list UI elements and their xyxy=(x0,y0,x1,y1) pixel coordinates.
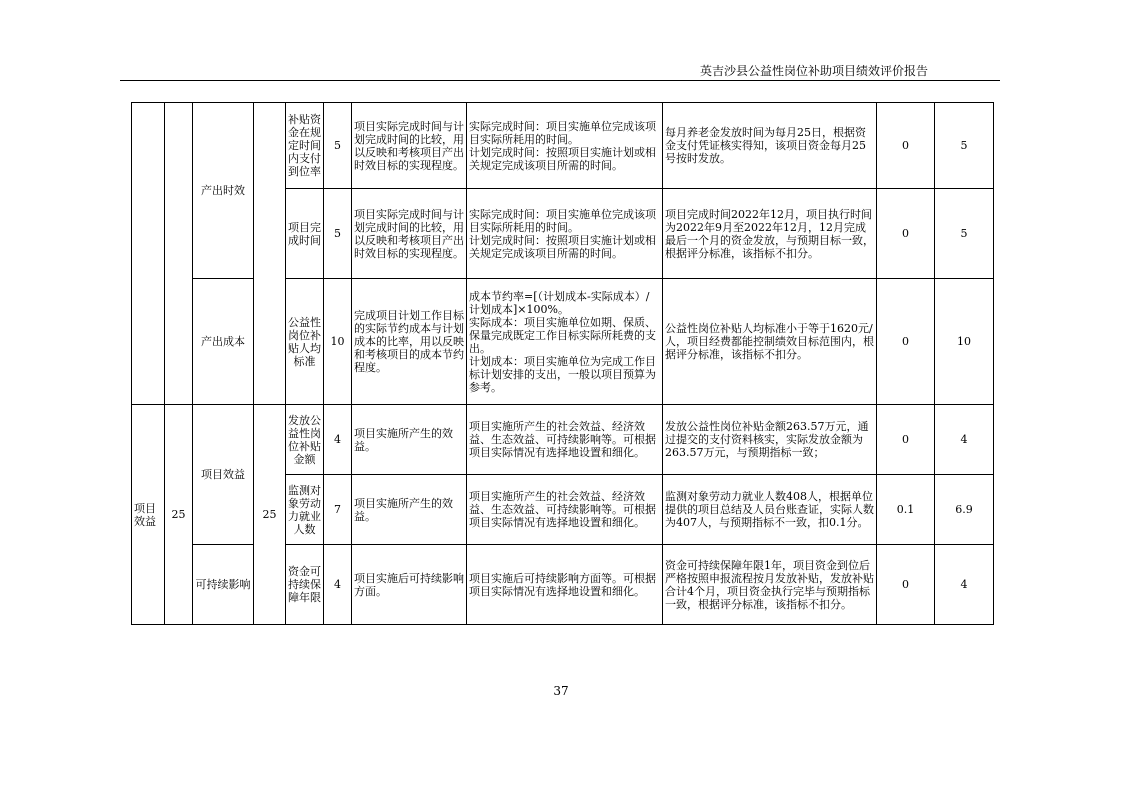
scoring-standard: 项目实施所产生的社会效益、经济效益、生态效益、可持续影响等。可根据项目实际情况有选择地设置和细化。 xyxy=(467,405,663,475)
deducted-points: 0.1 xyxy=(877,475,935,545)
l3-indicator: 发放公益性岗位补贴金额 xyxy=(286,405,324,475)
scoring-standard: 成本节约率=[（计划成本-实际成本）/计划成本]×100%。 实际成本：项目实施单位如期、保质、保量完成既定工作目标实际所耗费的支出。 计划成本：项目实施单位为完成工作目标计划安排的支出，一般以项目预算为参考。 xyxy=(467,279,663,405)
l3-indicator: 项目完成时间 xyxy=(286,189,324,279)
score-analysis: 监测对象劳动力就业人数408人，根据单位提供的项目总结及人员台账查证，实际人数为407人，与预期指标不一致，扣0.1分。 xyxy=(663,475,877,545)
indicator-weight: 5 xyxy=(324,103,352,189)
score-analysis: 资金可持续保障年限1年，项目资金到位后严格按照申报流程按月发放补贴，发放补贴合计4个月，项目资金执行完毕与预期指标一致，根据评分标准，该指标不扣分。 xyxy=(663,545,877,625)
l2-indicator: 可持续影响 xyxy=(193,545,254,625)
l2-weight: 25 xyxy=(254,405,286,625)
score-analysis: 每月养老金发放时间为每月25日，根据资金支付凭证核实得知，该项目资金每月25号按时发放。 xyxy=(663,103,877,189)
l2-indicator: 项目效益 xyxy=(193,405,254,545)
l1-indicator: 项目效益 xyxy=(132,405,165,625)
indicator-explanation: 项目实施所产生的效益。 xyxy=(352,475,467,545)
l2-weight-cell-empty xyxy=(254,103,286,405)
page-number: 37 xyxy=(553,684,569,698)
l3-indicator: 资金可持续保障年限 xyxy=(286,545,324,625)
table-row xyxy=(132,405,994,475)
indicator-weight: 5 xyxy=(324,189,352,279)
score-analysis: 项目完成时间2022年12月，项目执行时间为2022年9月至2022年12月，12月完成最后一个月的资金发放，与预期目标一致，根据评分标准，该指标不扣分。 xyxy=(663,189,877,279)
indicator-explanation: 项目实施后可持续影响方面。 xyxy=(352,545,467,625)
score: 4 xyxy=(935,405,994,475)
l2-indicator: 产出成本 xyxy=(193,279,254,405)
indicator-weight: 4 xyxy=(324,405,352,475)
l3-indicator: 公益性岗位补贴人均标准 xyxy=(286,279,324,405)
l1-cell-empty xyxy=(132,103,165,405)
l3-indicator: 补贴资金在规定时间内支付到位率 xyxy=(286,103,324,189)
score: 10 xyxy=(935,279,994,405)
indicator-weight: 10 xyxy=(324,279,352,405)
performance-table xyxy=(131,102,994,625)
table-row xyxy=(132,103,994,189)
indicator-explanation: 项目实际完成时间与计划完成时间的比较，用以反映和考核项目产出时效目标的实现程度。 xyxy=(352,103,467,189)
indicator-explanation: 项目实际完成时间与计划完成时间的比较，用以反映和考核项目产出时效目标的实现程度。 xyxy=(352,189,467,279)
header-rule xyxy=(120,80,1000,81)
scoring-standard: 实际完成时间：项目实施单位完成该项目实际所耗用的时间。 计划完成时间：按照项目实施计划或相关规定完成该项目所需的时间。 xyxy=(467,103,663,189)
deducted-points: 0 xyxy=(877,405,935,475)
score: 4 xyxy=(935,545,994,625)
score: 5 xyxy=(935,103,994,189)
indicator-weight: 7 xyxy=(324,475,352,545)
deducted-points: 0 xyxy=(877,545,935,625)
scoring-standard: 实际完成时间：项目实施单位完成该项目实际所耗用的时间。 计划完成时间：按照项目实施计划或相关规定完成该项目所需的时间。 xyxy=(467,189,663,279)
indicator-explanation: 完成项目计划工作目标的实际节约成本与计划成本的比率，用以反映和考核项目的成本节约程度。 xyxy=(352,279,467,405)
l1-weight: 25 xyxy=(165,405,193,625)
scoring-standard: 项目实施所产生的社会效益、经济效益、生态效益、可持续影响等。可根据项目实际情况有选择地设置和细化。 xyxy=(467,475,663,545)
deducted-points: 0 xyxy=(877,279,935,405)
scoring-standard: 项目实施后可持续影响方面等。可根据项目实际情况有选择地设置和细化。 xyxy=(467,545,663,625)
score-analysis: 公益性岗位补贴人均标准小于等于1620元/人，项目经费都能控制绩效目标范围内，根据评分标准，该指标不扣分。 xyxy=(663,279,877,405)
l2-indicator: 产出时效 xyxy=(193,103,254,279)
score: 5 xyxy=(935,189,994,279)
indicator-explanation: 项目实施所产生的效益。 xyxy=(352,405,467,475)
l1-weight-cell-empty xyxy=(165,103,193,405)
l3-indicator: 监测对象劳动力就业人数 xyxy=(286,475,324,545)
score: 6.9 xyxy=(935,475,994,545)
deducted-points: 0 xyxy=(877,103,935,189)
deducted-points: 0 xyxy=(877,189,935,279)
score-analysis: 发放公益性岗位补贴金额263.57万元，通过提交的支付资料核实，实际发放金额为263.57万元，与预期指标一致； xyxy=(663,405,877,475)
page-header: 英吉沙县公益性岗位补助项目绩效评价报告 xyxy=(699,64,928,78)
indicator-weight: 4 xyxy=(324,545,352,625)
